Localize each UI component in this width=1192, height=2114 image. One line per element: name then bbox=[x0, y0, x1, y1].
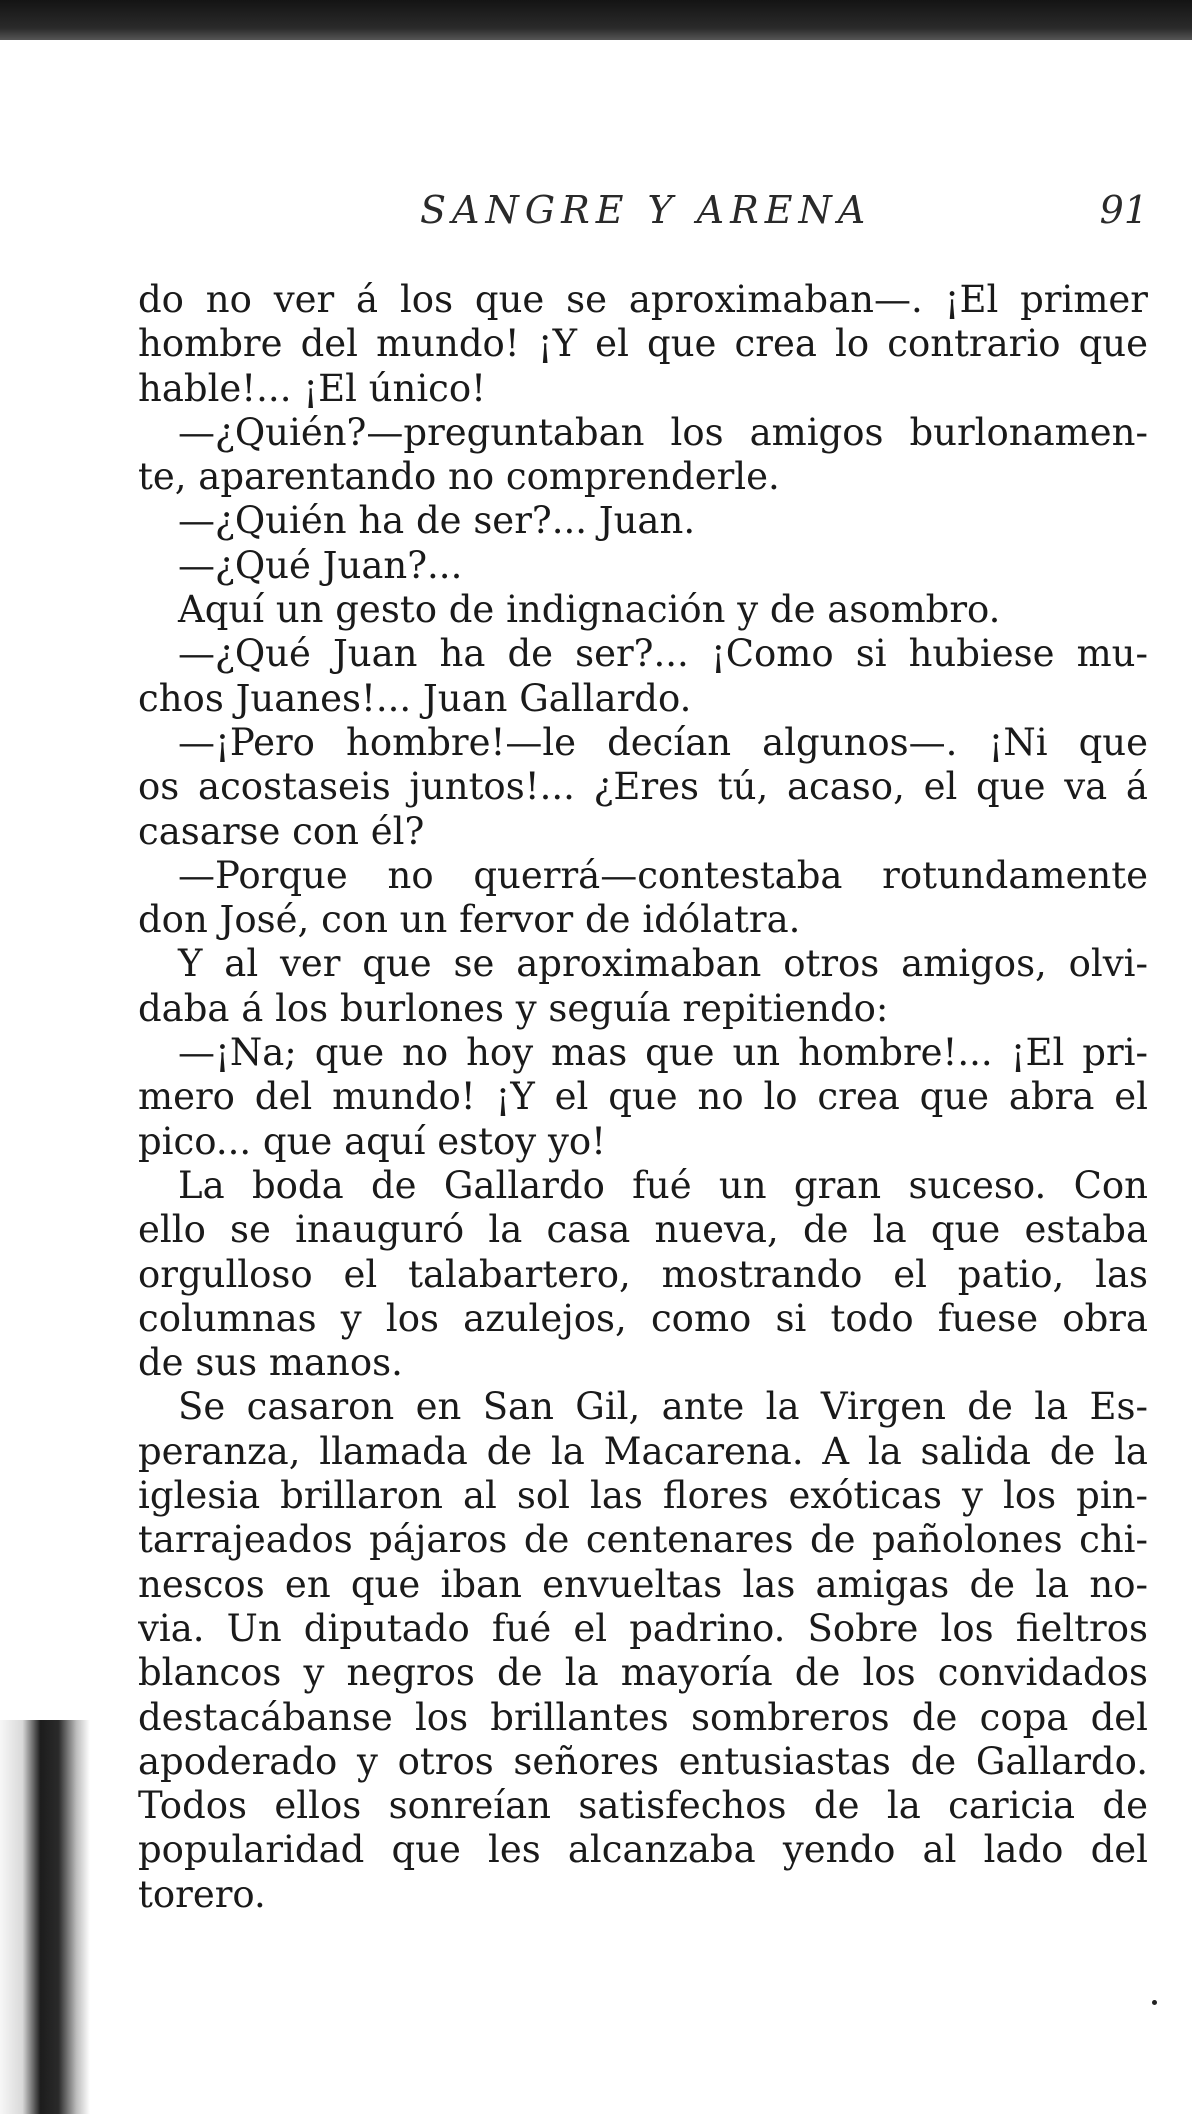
text-line: apoderado y otros señores entusiastas de Gallardo. bbox=[138, 1739, 1148, 1783]
text-line: popularidad que les alcanzaba yendo al lado del bbox=[138, 1828, 1148, 1872]
text-line: torero. bbox=[138, 1872, 266, 1916]
text-line: Aquí un gesto de indignación y de asombro. bbox=[178, 588, 1001, 632]
text-line: de sus manos. bbox=[138, 1341, 403, 1385]
text-line: —¡Na; que no hoy mas que un hombre!... ¡El pri- bbox=[178, 1031, 1148, 1075]
text-line: hombre del mundo! ¡Y el que crea lo contrario que bbox=[138, 322, 1148, 366]
text-line: Todos ellos sonreían satisfechos de la caricia de bbox=[138, 1784, 1148, 1828]
running-title: SANGRE Y ARENA bbox=[420, 188, 872, 232]
scan-top-edge bbox=[0, 0, 1192, 40]
ink-speck bbox=[1152, 2000, 1157, 2005]
text-line: don José, con un fervor de idólatra. bbox=[138, 898, 801, 942]
text-line: orgulloso el talabartero, mostrando el patio, las bbox=[138, 1252, 1148, 1296]
text-line: chos Juanes!... Juan Gallardo. bbox=[138, 676, 692, 720]
page-header bbox=[138, 188, 1148, 244]
text-line: —¿Qué Juan ha de ser?... ¡Como si hubiese mu- bbox=[178, 632, 1148, 676]
text-line: tarrajeados pájaros de centenares de pañolones chi- bbox=[138, 1518, 1148, 1562]
text-line: blancos y negros de la mayoría de los convidados bbox=[138, 1651, 1148, 1695]
text-line: via. Un diputado fué el padrino. Sobre los fieltros bbox=[138, 1606, 1148, 1650]
scan-left-shadow bbox=[0, 1720, 90, 2114]
text-line: —Porque no querrá—contestaba rotundamente bbox=[178, 853, 1148, 897]
text-line: columnas y los azulejos, como si todo fuese obra bbox=[138, 1296, 1148, 1340]
text-line: —¿Qué Juan?... bbox=[178, 543, 463, 587]
text-line: La boda de Gallardo fué un gran suceso. Con bbox=[178, 1163, 1148, 1207]
text-line: —¿Quién?—preguntaban los amigos burlonamen- bbox=[178, 410, 1148, 454]
text-line: daba á los burlones y seguía repitiendo: bbox=[138, 986, 889, 1030]
text-line: pico... que aquí estoy yo! bbox=[138, 1119, 606, 1163]
text-line: mero del mundo! ¡Y el que no lo crea que abra el bbox=[138, 1075, 1148, 1119]
text-line: do no ver á los que se aproximaban—. ¡El primer bbox=[138, 278, 1148, 321]
text-line: —¡Pero hombre!—le decían algunos—. ¡Ni que bbox=[178, 720, 1148, 764]
text-line: hable!... ¡El único! bbox=[138, 366, 487, 410]
text-line: nescos en que iban envueltas las amigas de la no- bbox=[138, 1562, 1148, 1606]
text-line: ello se inauguró la casa nueva, de la que estaba bbox=[138, 1208, 1148, 1252]
text-line: Y al ver que se aproximaban otros amigos, olvi- bbox=[178, 942, 1148, 986]
body-text bbox=[138, 278, 1148, 1917]
text-line: casarse con él? bbox=[138, 809, 425, 853]
text-line: iglesia brillaron al sol las flores exóticas y los pin- bbox=[138, 1474, 1148, 1518]
text-line: Se casaron en San Gil, ante la Virgen de la Es- bbox=[178, 1385, 1148, 1429]
text-line: —¿Quién ha de ser?... Juan. bbox=[178, 499, 696, 543]
text-line: peranza, llamada de la Macarena. A la salida de la bbox=[138, 1429, 1148, 1473]
text-line: te, aparentando no comprenderle. bbox=[138, 455, 780, 499]
page-number: 91 bbox=[1099, 188, 1148, 232]
text-line: os acostaseis juntos!... ¿Eres tú, acaso, el que va á bbox=[138, 765, 1148, 809]
text-line: destacábanse los brillantes sombreros de copa del bbox=[138, 1695, 1148, 1739]
